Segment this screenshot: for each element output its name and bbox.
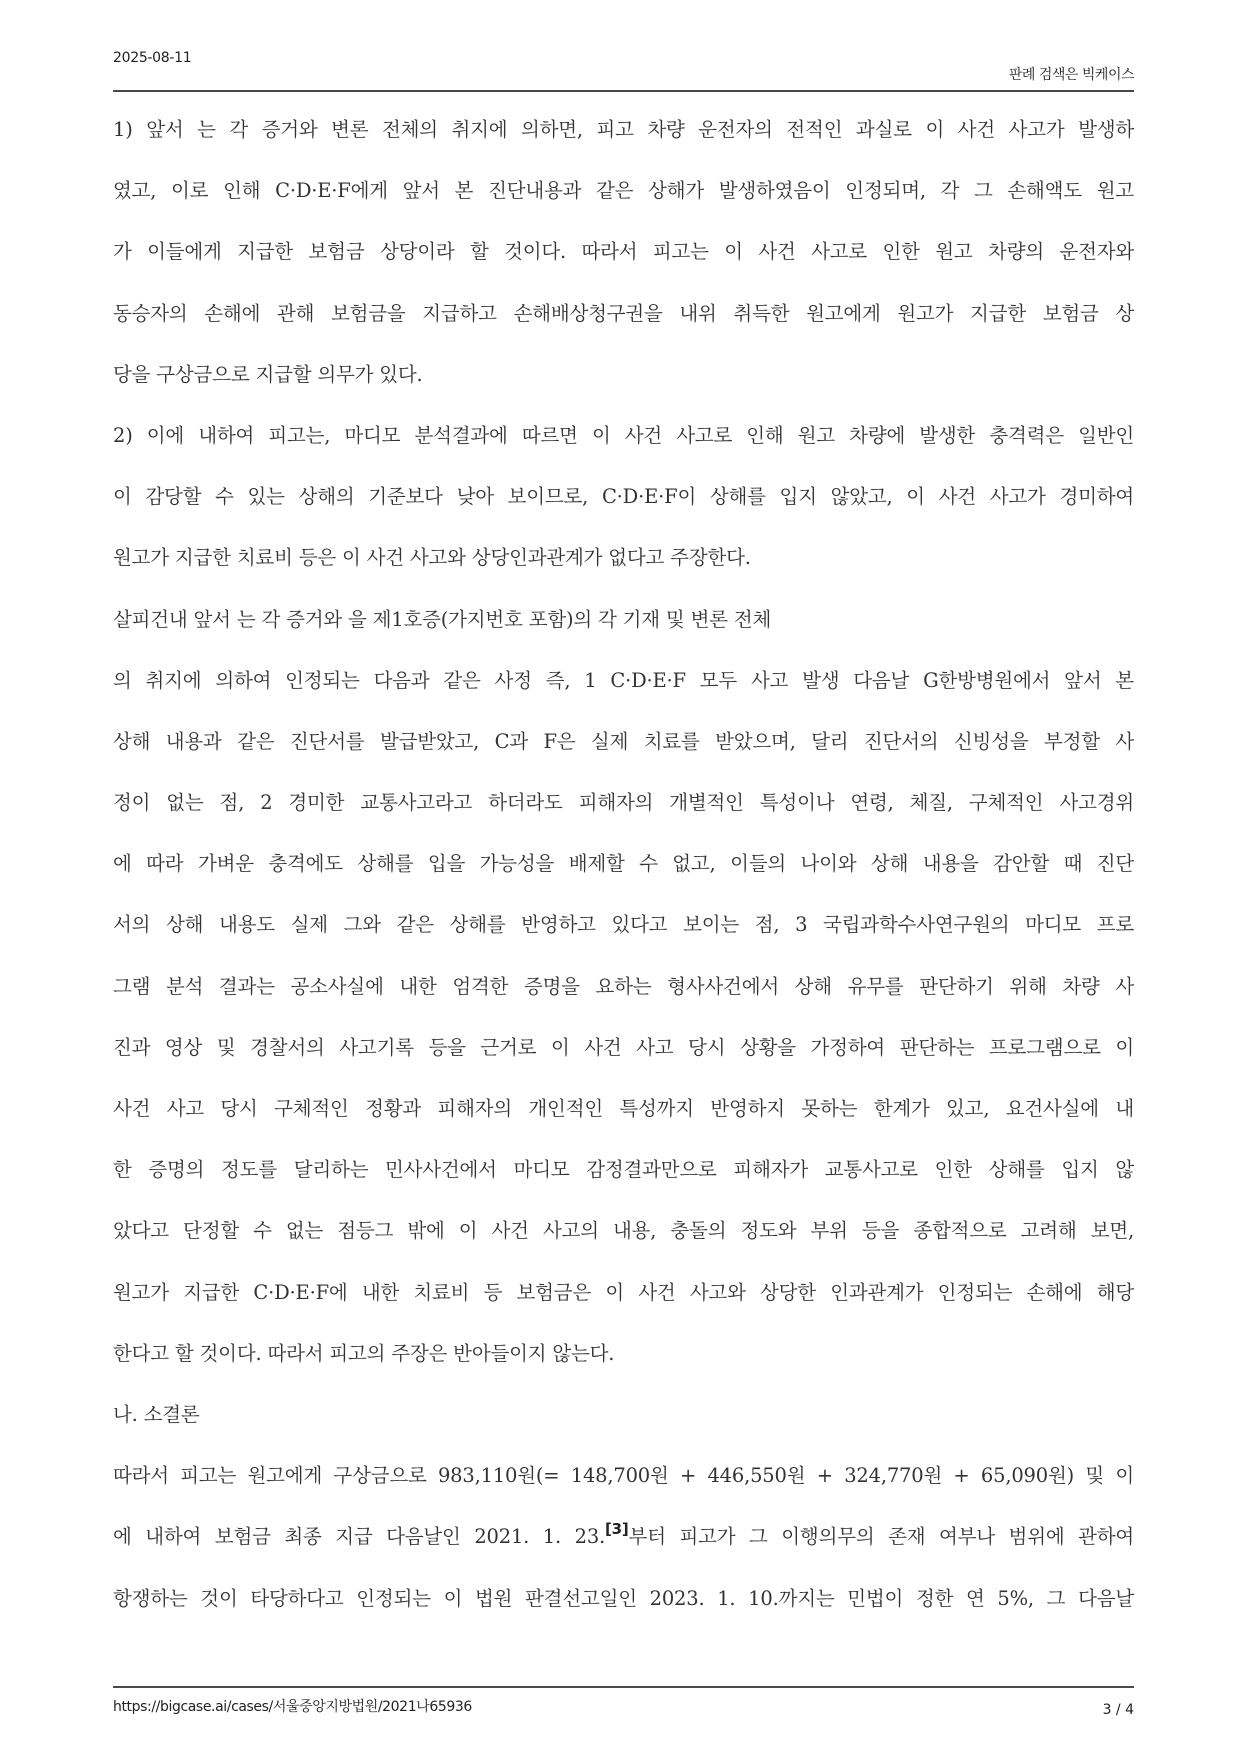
document-line: 이 감당할 수 있는 상해의 기준보다 낮아 보이므로, C·D·E·F이 상해를 입지 않았고, 이 사건 사고가 경미하여 (113, 485, 1134, 509)
document-line: 한 증명의 정도를 달리하는 민사사건에서 마디모 감정결과만으로 피해자가 교통사고로 인한 상해를 입지 않 (113, 1158, 1134, 1182)
line-text: 부터 피고가 그 이행의무의 존재 여부나 범위에 관하여 (628, 1525, 1135, 1549)
page-footer (113, 1686, 1134, 1738)
document-line: 원고가 지급한 치료비 등은 이 사건 사고와 상당인과관계가 없다고 주장한다. (113, 546, 751, 570)
line-text: 에 내하여 보험금 최종 지급 다음날인 2021. 1. 23. (113, 1525, 606, 1549)
document-line: 그램 분석 결과는 공소사실에 내한 엄격한 증명을 요하는 형사사건에서 상해 유무를 판단하기 위해 차량 사 (113, 974, 1134, 998)
document-line: 였고, 이로 인해 C·D·E·F에게 앞서 본 진단내용과 같은 상해가 발생하였음이 인정되며, 각 그 손해액도 원고 (113, 179, 1134, 203)
document-line: 당을 구상금으로 지급할 의무가 있다. (113, 362, 423, 386)
document-line: 의 취지에 의하여 인정되는 다음과 같은 사정 즉, 1 C·D·E·F 모두 사고 발생 다음날 G한방병원에서 앞서 본 (113, 668, 1134, 692)
page-number: 3 / 4 (1102, 1702, 1134, 1718)
document-line: 사건 사고 당시 구체적인 정황과 피해자의 개인적인 특성까지 반영하지 못하는 한계가 있고, 요건사실에 내 (113, 1097, 1134, 1120)
document-line: 한다고 할 것이다. 따라서 피고의 주장은 반아들이지 않는다. (113, 1341, 615, 1365)
document-line: 나. 소결론 (113, 1402, 200, 1426)
document-line: 에 따라 가벼운 충격에도 상해를 입을 가능성을 배제할 수 없고, 이들의 나이와 상해 내용을 감안할 때 진단 (113, 852, 1134, 876)
document-line-last: 항쟁하는 것이 타당하다고 인정되는 이 법원 판결선고일인 2023. 1. 10.까지는 민법이 정한 연 5%, 그 다음날 (113, 1586, 1134, 1610)
print-date: 2025-08-11 (113, 50, 192, 66)
document-body (113, 110, 1134, 1640)
page-header (113, 48, 1134, 92)
document-line: 정이 없는 점, 2 경미한 교통사고라고 하더라도 피해자의 개별적인 특성이나 연령, 체질, 구체적인 사고경위 (113, 791, 1134, 815)
document-line: 상해 내용과 같은 진단서를 발급받았고, C과 F은 실제 치료를 받았으며, 달리 진단서의 신빙성을 부정할 사 (113, 729, 1134, 753)
document-line: 따라서 피고는 원고에게 구상금으로 983,110원(= 148,700원 + 446,550원 + 324,770원 + 65,090원) 및 이 (113, 1464, 1134, 1488)
document-lines (113, 110, 1134, 1517)
document-line: 살피건내 앞서 는 각 증거와 을 제1호증(가지번호 포함)의 각 기재 및 변론 전체 (113, 607, 772, 631)
document-line: 동승자의 손해에 관해 보험금을 지급하고 손해배상청구권을 내위 취득한 원고에게 원고가 지급한 보험금 상 (113, 301, 1134, 325)
case-url-link[interactable]: https://bigcase.ai/cases/서울중앙지방법원/2021나65936 (113, 1699, 472, 1715)
document-line-footnote (113, 1517, 1134, 1578)
document-line: 서의 상해 내용도 실제 그와 같은 상해를 반영하고 있다고 보이는 점, 3 국립과학수사연구원의 마디모 프로 (113, 913, 1134, 937)
document-line: 2) 이에 내하여 피고는, 마디모 분석결과에 따르면 이 사건 사고로 인해 원고 차량에 발생한 충격력은 일반인 (113, 423, 1134, 447)
footnote-reference-link[interactable]: [3] (605, 1520, 629, 1539)
document-line: 았다고 단정할 수 없는 점등그 밖에 이 사건 사고의 내용, 충돌의 정도와 부위 등을 종합적으로 고려해 보면, (113, 1219, 1134, 1243)
document-line: 원고가 지급한 C·D·E·F에 내한 치료비 등 보험금은 이 사건 사고와 상당한 인과관계가 인정되는 손해에 해당 (113, 1280, 1134, 1304)
document-line: 가 이들에게 지급한 보험금 상당이라 할 것이다. 따라서 피고는 이 사건 사고로 인한 원고 차량의 운전자와 (113, 240, 1134, 264)
document-line: 진과 영상 및 경찰서의 사고기록 등을 근거로 이 사건 사고 당시 상황을 가정하여 판단하는 프로그램으로 이 (113, 1035, 1134, 1059)
document-line: 1) 앞서 는 각 증거와 변론 전체의 취지에 의하면, 피고 차량 운전자의 전적인 과실로 이 사건 사고가 발생하 (113, 118, 1134, 141)
header-brand-text: 판례 검색은 빅케이스 (1008, 67, 1134, 83)
